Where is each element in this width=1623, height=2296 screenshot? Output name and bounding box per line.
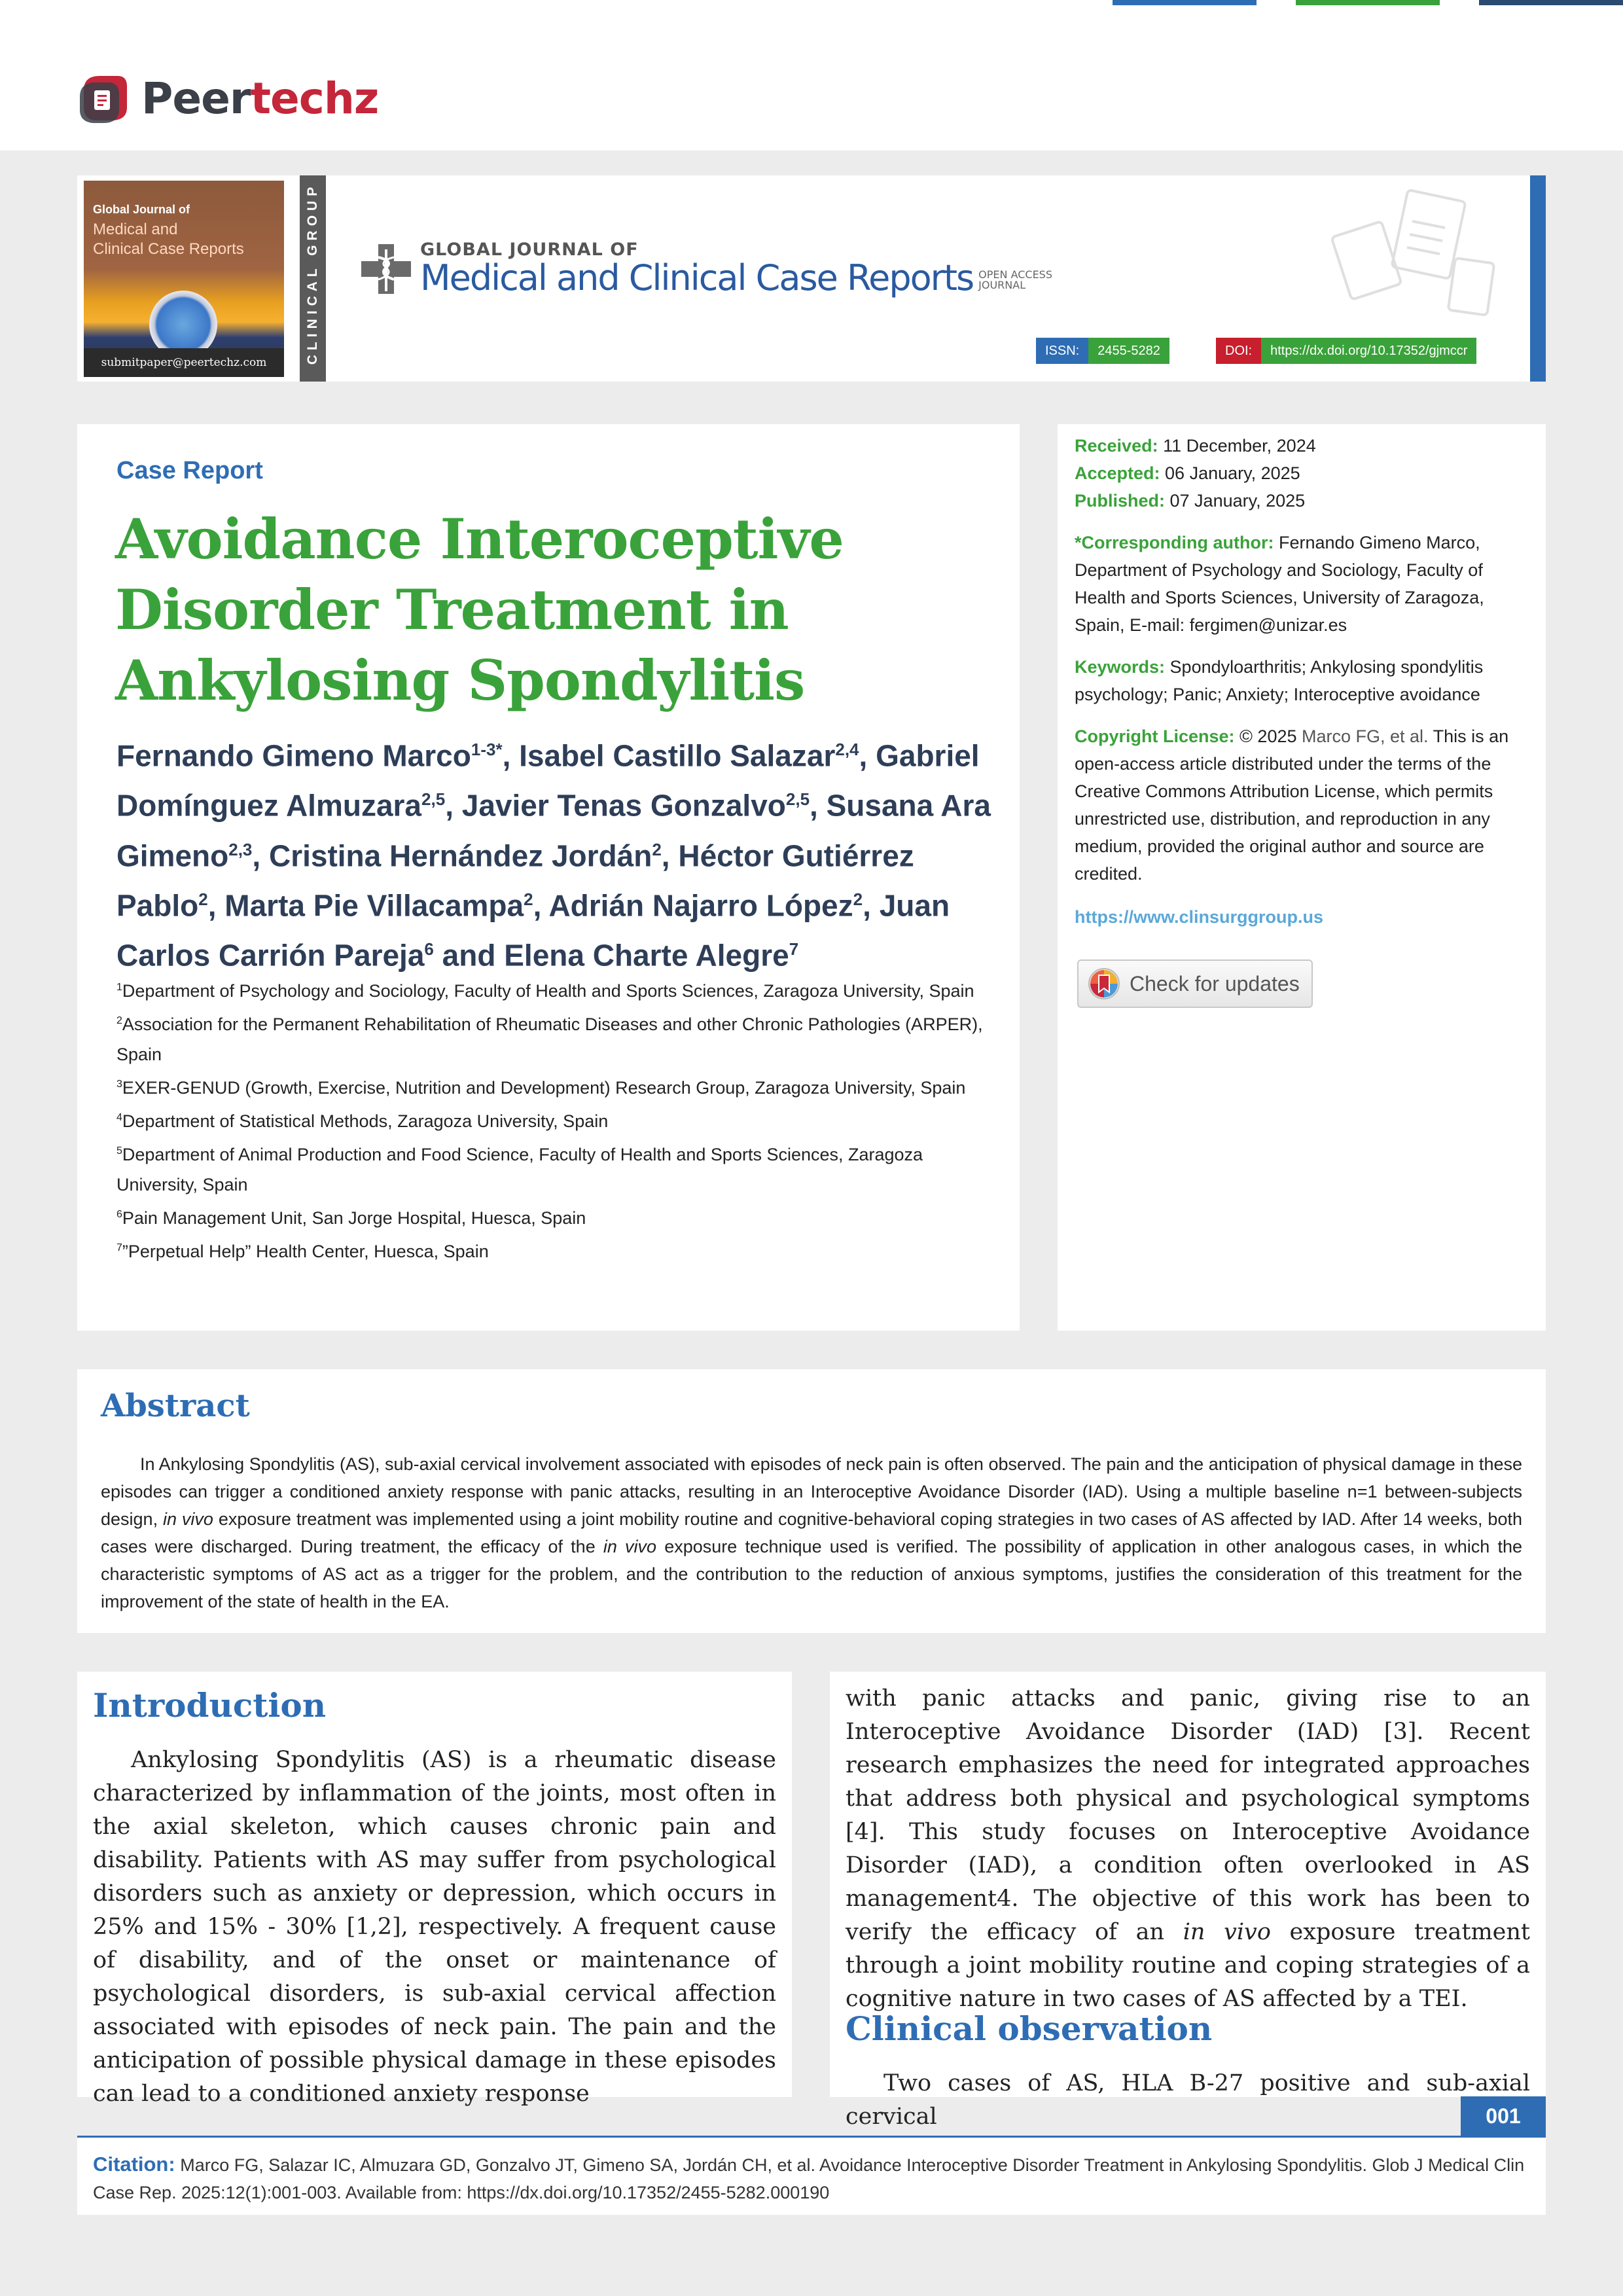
- author-affiliation-ref: 2,5: [785, 789, 810, 810]
- journal-title-main: Medical and Clinical Case Reports OPEN ACCESS JOURNAL: [420, 257, 1052, 298]
- corresponding-author: *Corresponding author: Fernando Gimeno Marco, Department of Psychology and Sociology, Faculty of Health and Sports Sciences, University of Zaragoza, Spain, E-mail: fergimen@unizar.es: [1075, 533, 1484, 635]
- abstract-text: In Ankylosing Spondylitis (AS), sub-axial cervical involvement associated with episodes of neck pain is often observed. The pain and the anticipation of physical damage in these episodes can trigger a conditioned anxiety response with panic attacks, resulting in an Interoceptive Avoidance Disorder (IAD). Using a multiple baseline n=1 between-subjects design, in vivo exposure treatment was implemented using a joint mobility routine and cognitive-behavioral coping strategies in two cases of AS affected by IAD. After 14 weeks, both cases were discharged. During treatment, the efficacy of the in vivo exposure technique used is verified. The possibility of application in other analogous cases, in which the characteristic symptoms of AS act as a trigger for the problem, and the contribution to the reduction of anxious symptoms, justifies the consideration of this treatment for the improvement of the state of health in the EA.: [101, 1454, 1522, 1611]
- author-name: Fernando Gimeno Marco: [116, 738, 471, 773]
- affiliation-item: $^3$EXER-GENUD (Growth, Exercise, Nutrition and Development) Research Group, Zaragoza University, Spain: [116, 1078, 966, 1098]
- journal-title-small: GLOBAL JOURNAL OF: [420, 240, 639, 260]
- journal-banner: [77, 175, 1546, 382]
- author-affiliation-ref: 2: [853, 889, 863, 909]
- banner-accent-bar: [1530, 175, 1546, 382]
- author-name: Adrián Najarro López: [548, 888, 853, 923]
- issn-value: 2455-5282: [1088, 338, 1169, 364]
- keywords: Keywords: Spondyloarthritis; Ankylosing spondylitis psychology; Panic; Anxiety; Interoceptive avoidance: [1075, 657, 1484, 704]
- dates-block: [1075, 432, 1533, 514]
- author-name: Elena Charte Alegre: [504, 938, 789, 973]
- journal-cover[interactable]: [84, 181, 284, 377]
- accepted-date: Accepted: 06 January, 2025: [1075, 463, 1300, 483]
- top-strip-navy: [1479, 0, 1623, 5]
- introduction-column: [77, 1672, 792, 2107]
- author-affiliation-ref: 2,5: [421, 789, 446, 810]
- journal-url-link[interactable]: https://www.clinsurggroup.us: [1075, 907, 1323, 927]
- peertechz-logo[interactable]: [77, 71, 378, 126]
- page-number: 001: [1461, 2096, 1546, 2136]
- clinical-observation-text: Two cases of AS, HLA B-27 positive and sub-axial cervical: [846, 2070, 1530, 2130]
- crossmark-icon: [1088, 967, 1120, 1000]
- clinical-group-strip: CLINICAL GROUP: [300, 175, 326, 382]
- author-name: Gabriel Domínguez Almuzara: [116, 738, 980, 823]
- affiliation-item: $^1$Department of Psychology and Sociology, Faculty of Health and Sports Sciences, Zaragoza University, Spain: [116, 981, 974, 1001]
- introduction-heading: Introduction: [93, 1686, 327, 1725]
- doi-link[interactable]: https://dx.doi.org/10.17352/gjmccr: [1261, 338, 1476, 364]
- author-list: Fernando Gimeno Marco$^{1-3*}$, Isabel Castillo Salazar$^{2,4}$, Gabriel Domínguez Almuzara$^{2,5}$, Javier Tenas Gonzalvo$^{2,5}$, Susana Ara Gimeno$^{2,3}$, Cristina Hernández Jordán$^2$, Héctor Gutiérrez Pablo$^2$, Marta Pie Villacampa$^2$, Adrián Najarro López$^2$, Juan Carlos Carrión Pareja$^6$ and Elena Charte Alegre$^7$: [116, 738, 991, 973]
- author-affiliation-ref: 2: [652, 839, 662, 859]
- copyright-license: Copyright License: © 2025 Marco FG, et al. This is an open-access article distributed under the terms of the Creative Commons Attribution License, which permits unrestricted use, distribution, and reproduction in any medium, provided the original author and source are credited.: [1075, 726, 1509, 884]
- check-for-updates-label: Check for updates: [1130, 971, 1300, 996]
- doi-badge[interactable]: [1216, 338, 1476, 364]
- caduceus-icon: [359, 242, 414, 296]
- author-affiliation-ref: 7: [789, 939, 799, 960]
- author-name: Javier Tenas Gonzalvo: [461, 788, 786, 823]
- issn-label: ISSN:: [1036, 338, 1088, 364]
- article-header-card: [77, 424, 1020, 1331]
- affiliation-item: $^6$Pain Management Unit, San Jorge Hospital, Huesca, Spain: [116, 1208, 586, 1228]
- author-affiliation-ref: 2,3: [228, 839, 253, 859]
- introduction-text: Ankylosing Spondylitis (AS) is a rheumatic disease characterized by inflammation of the joints, most often in the axial skeleton, which causes chronic pain and disability. Patients with AS may suffer from psychological disorders such as anxiety or depression, which occurs in 25% and 15% - 30% [1,2], respectively. A frequent cause of disability, and of the onset or maintenance of psychological disorders, is sub-axial cervical affection associated with episodes of neck pain. The pain and the anticipation of possible physical damage in these episodes can lead to a conditioned anxiety response: [93, 1747, 776, 2107]
- author-name: Juan Carlos Carrión Pareja: [116, 888, 950, 973]
- author-affiliation-ref: 6: [424, 939, 434, 960]
- author-affiliation-ref: 2: [524, 889, 533, 909]
- peertechz-logo-icon: [77, 71, 132, 126]
- cover-title: Medical and Clinical Case Reports: [93, 221, 244, 258]
- documents-watermark-icon: [1321, 188, 1504, 339]
- journal-title[interactable]: [359, 240, 1052, 298]
- author-affiliation-ref: 2: [198, 889, 208, 909]
- check-for-updates-button[interactable]: [1077, 960, 1313, 1008]
- top-strip-blue: [1113, 0, 1257, 5]
- author-name: Héctor Gutiérrez Pablo: [116, 838, 914, 923]
- published-date: Published: 07 January, 2025: [1075, 491, 1306, 511]
- clinical-observation-heading: Clinical observation: [846, 2009, 1213, 2048]
- affiliation-item: $^4$Department of Statistical Methods, Zaragoza University, Spain: [116, 1111, 609, 1131]
- author-name: Isabel Castillo Salazar: [519, 738, 836, 773]
- abstract-heading: Abstract: [101, 1388, 250, 1424]
- author-name: Marta Pie Villacampa: [224, 888, 524, 923]
- logo-wordmark: Peertechz: [141, 73, 379, 124]
- author-affiliation-ref: 2,4: [835, 740, 859, 759]
- author-affiliation-ref: 1-3*: [471, 740, 503, 759]
- abstract-section: [77, 1369, 1546, 1633]
- citation-block: [77, 2138, 1546, 2215]
- open-access-badge: OPEN ACCESS JOURNAL: [978, 268, 1052, 292]
- author-name: Cristina Hernández Jordán: [268, 838, 652, 872]
- article-type: Case Report: [116, 457, 263, 484]
- article-info-card: [1058, 424, 1546, 1331]
- affiliation-list: [116, 973, 1007, 1266]
- issn-badge: [1036, 338, 1169, 364]
- introduction-continued-text: with panic attacks and panic, giving rise to an Interoceptive Avoidance Disorder (IAD) [3]. Recent research emphasizes the need for integrated approaches that address both physical and psychological symptoms [4]. This study focuses on Interoceptive Avoidance Disorder (IAD), a condition often overlooked in AS management4. The objective of this work has been to verify the efficacy of an in vivo exposure treatment through a joint mobility routine and coping strategies of a cognitive nature in two cases of AS affected by a TEI.: [846, 1685, 1530, 2012]
- affiliation-item: $^2$Association for the Permanent Rehabilitation of Rheumatic Diseases and other Chronic Pathologies (ARPER), Spain: [116, 1014, 983, 1064]
- cover-journal-label: Global Journal of: [93, 203, 190, 216]
- top-strip-green: [1296, 0, 1440, 5]
- affiliation-item: $^5$Department of Animal Production and Food Science, Faculty of Health and Sports Sciences, Zaragoza University, Spain: [116, 1145, 923, 1194]
- article-title: Avoidance Interoceptive Disorder Treatment in Ankylosing Spondylitis: [115, 507, 844, 713]
- affiliation-item: $^7$”Perpetual Help” Health Center, Huesca, Spain: [116, 1242, 489, 1261]
- doi-label: DOI:: [1216, 338, 1261, 364]
- citation-text: Citation: Marco FG, Salazar IC, Almuzara GD, Gonzalvo JT, Gimeno SA, Jordán CH, et al. Avoidance Interoceptive Disorder Treatment in Ankylosing Spondylitis. Glob J Medical Clin Case Rep. 2025:12(1):001-003. Available from: https://dx.doi.org/10.17352/2455-5282.000190: [93, 2153, 1525, 2202]
- publisher-header: [0, 0, 1623, 151]
- cover-email: submitpaper@peertechz.com: [84, 348, 284, 377]
- author-name: Susana Ara Gimeno: [116, 788, 991, 872]
- received-date: Received: 11 December, 2024: [1075, 436, 1316, 456]
